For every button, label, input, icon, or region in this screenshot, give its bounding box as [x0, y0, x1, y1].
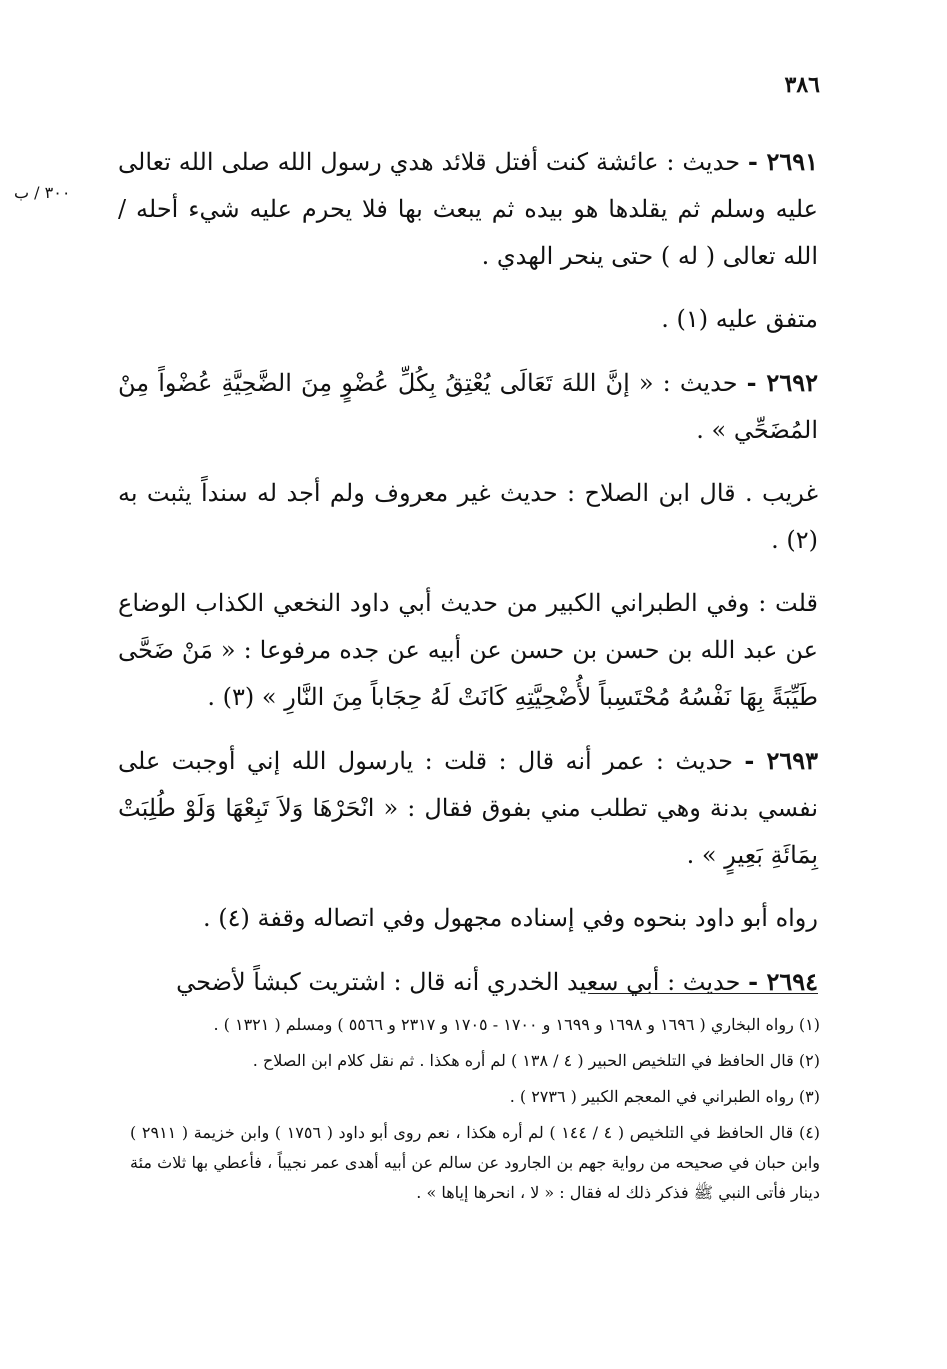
paragraph-2691 [118, 138, 818, 280]
footnote-2: (٢) قال الحافظ في التلخيص الحبير ( ٤ / ١٣٨ ) لم أره هكذا . ثم نقل كلام ابن الصلاح . [252, 1051, 820, 1070]
hadith-number: ٢٦٩١ - [747, 147, 818, 176]
page-number: ٣٨٦ [784, 72, 820, 98]
footnote-1: (١) رواه البخاري ( ١٦٩٦ و ١٦٩٨ و ١٦٩٩ و ١٧٠٠ - ١٧٠٥ و ٢٣١٧ و ٥٥٦٦ ) ومسلم ( ١٣٢١ ) . [213, 1015, 820, 1034]
footnote-divider [588, 993, 818, 994]
paragraph-text: قلت : وفي الطبراني الكبير من حديث أبي داود النخعي الكذاب الوضاع عن عبد الله بن حسن بن حسن عن أبيه عن جده مرفوعا : « مَنْ ضَحَّى طَيِّبَةً بِهَا نَفْسُهُ مُحْتَسِباً لأُضْحِيَّتِهِ كَانَتْ لَهُ حِجَاباً مِنَ النَّارِ » (٣) . [118, 589, 818, 711]
footnote-3: (٣) رواه الطبراني في المعجم الكبير ( ٢٧٣٦ ) . [509, 1087, 820, 1106]
paragraph-2694 [118, 958, 818, 1006]
hadith-number: ٢٦٩٤ - [748, 967, 818, 996]
paragraph-note [118, 296, 818, 343]
main-text [118, 138, 818, 1022]
paragraph-2693 [118, 737, 818, 879]
paragraph-text: متفق عليه (١) . [661, 305, 818, 333]
paragraph-2692 [118, 359, 818, 454]
paragraph-text: غريب . قال ابن الصلاح : حديث غير معروف ولم أجد له سنداً يثبت به (٢) . [118, 479, 818, 554]
paragraph-text: رواه أبو داود بنحوه وفي إسناده مجهول وفي اتصاله وقفة (٤) . [202, 904, 818, 932]
hadith-number: ٢٦٩٣ - [744, 746, 818, 775]
manuscript-folio-note: ٣٠٠ / ب [14, 183, 71, 202]
paragraph-text: حديث : « إنَّ اللهَ تَعَالَى يُعْتِقُ بِكُلِّ عُضْوٍ مِنَ الضَّحِيَّةِ عُضْواً مِنْ المُضَحِّي » . [118, 369, 818, 444]
footnote-4: (٤) قال الحافظ في التلخيص ( ٤ / ١٤٤ ) لم أره هكذا ، نعم روى أبو داود ( ١٧٥٦ ) وابن خزيمة ( ٢٩١١ ) وابن حبان في صحيحه من رواية جهم بن الجارود عن سالم عن أبيه أهدى عمر نجيباً ، فأعطي بها ثلاث مئة دينار فأتى النبي ﷺ فذكر ذلك له فقال : « لا ، انحرها إياها » . [130, 1123, 821, 1202]
paragraph-note [118, 580, 818, 721]
paragraph-text: حديث : عائشة كنت أفتل قلائد هدي رسول الله صلى الله تعالى عليه وسلم ثم يقلدها هو بيده ثم يبعث بها فلا يحرم عليه شيء أحله / الله تعالى ( له ) حتى ينحر الهدي . [118, 148, 818, 270]
paragraph-text: حديث : عمر أنه قال : قلت : يارسول الله إني أوجبت على نفسي بدنة وهي تطلب مني بفوق فقال : « انْحَرْهَا وَلاَ تَبِعْهَا وَلَوْ طُلِبَتْ بِمَائَةِ بَعِيرٍ » . [118, 747, 818, 869]
paragraph-text: حديث : أبي سعيد الخدري أنه قال : اشتريت كبشاً لأضحي [176, 968, 749, 996]
footnotes [130, 1010, 820, 1214]
paragraph-note [118, 895, 818, 942]
hadith-number: ٢٦٩٢ - [746, 368, 818, 397]
paragraph-note [118, 470, 818, 564]
